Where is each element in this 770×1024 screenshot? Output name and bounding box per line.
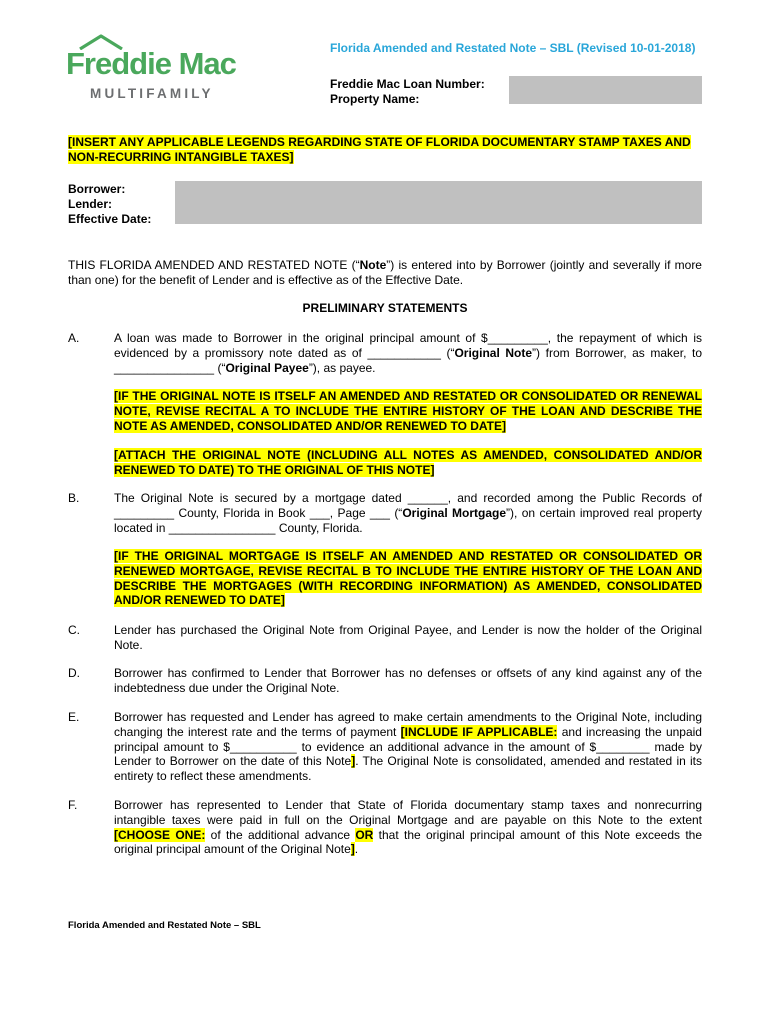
recital-letter: B. [68, 491, 80, 505]
recital-body: Borrower has confirmed to Lender that Borrower has no defenses or offsets of any kind against any of the indebtedness due under the Original Note. [114, 666, 702, 695]
recital-e [68, 710, 702, 784]
header-labels [330, 77, 485, 107]
logo-brand: Freddie Mac [66, 46, 236, 81]
drafting-note-text: [IF THE ORIGINAL MORTGAGE IS ITSELF AN AMENDED AND RESTATED OR CONSOLIDATED OR RENEWED MORTGAGE, REVISE RECITAL B TO INCLUDE THE ENTIRE HISTORY OF THE LOAN AND DESCRIBE THE MORTGAGES (WITH RECORDING INFORMATION) AS AMENDED, CONSOLIDATED AND/OR RENEWED TO DATE] [114, 549, 702, 608]
borrower-label: Borrower: [68, 182, 126, 196]
lender-label: Lender: [68, 197, 113, 211]
recital-text: of the additional advance [205, 827, 356, 842]
recital-letter: C. [68, 623, 80, 637]
recital-text: . [354, 842, 359, 857]
recital-text: The Original Note is secured by a mortgage dated ______, and recorded among the Public Records of _________ County, Florida in Book ___, Page ___ (“ [114, 491, 702, 520]
property-name-label: Property Name: [330, 92, 420, 106]
parties-labels [68, 182, 151, 227]
highlighted-instruction: OR [355, 827, 374, 842]
recital-d [68, 666, 702, 696]
loan-number-label: Freddie Mac Loan Number: [330, 77, 485, 91]
highlighted-bracket: ] [350, 842, 355, 857]
drafting-note-a2 [114, 448, 702, 478]
defined-term: Original Note [454, 345, 533, 360]
recital-text: that the original principal amount of this Note exceeds the original principal amount of the Original Note [114, 827, 702, 857]
recital-body [114, 491, 702, 535]
highlighted-bracket: ] [351, 754, 356, 769]
recital-text: ”), as payee. [308, 360, 376, 375]
recital-b [68, 491, 702, 535]
legend-instruction [68, 135, 702, 165]
intro-text-b: ”) is entered into by Borrower (jointly and severally if more than one) for the benefit of Lender and is effective as of the Effective Date. [68, 258, 702, 287]
drafting-note-text: [IF THE ORIGINAL NOTE IS ITSELF AN AMENDED AND RESTATED OR CONSOLIDATED OR RENEWAL NOTE, REVISE RECITAL A TO INCLUDE THE ENTIRE HISTORY OF THE LOAN AND DESCRIBE THE NOTE AS AMENDED, CONSOLIDATED AND/OR RENEWED TO DATE] [114, 389, 702, 433]
recital-body [114, 710, 702, 784]
effective-date-label: Effective Date: [68, 212, 152, 226]
parties-field[interactable] [175, 181, 702, 224]
logo-subtitle: MULTIFAMILY [90, 86, 214, 101]
recital-letter: A. [68, 331, 80, 345]
recital-text: Borrower has represented to Lender that State of Florida documentary stamp taxes and nonrecurring intangible taxes were paid in full on the Original Mortgage and are payable on this Note to the extent [114, 798, 702, 827]
recital-letter: E. [68, 710, 80, 724]
recital-text: ”) from Borrower, as maker, to _______________ (“ [114, 345, 702, 375]
drafting-note-b [114, 549, 702, 608]
defined-term: Original Payee [225, 360, 309, 375]
legend-instruction-text: [INSERT ANY APPLICABLE LEGENDS REGARDING STATE OF FLORIDA DOCUMENTARY STAMP TAXES AND NON-RECURRING INTANGIBLE TAXES] [68, 135, 691, 164]
preliminary-statements-heading: PRELIMINARY STATEMENTS [302, 301, 468, 315]
loan-info-field[interactable] [509, 76, 702, 104]
drafting-note-a1 [114, 389, 702, 433]
recital-letter: F. [68, 798, 78, 812]
recital-text: A loan was made to Borrower in the original principal amount of $_________, the repayment of which is evidenced by a promissory note dated as of ___________ (“ [114, 331, 702, 360]
recital-body [114, 798, 702, 857]
recital-f [68, 798, 702, 857]
intro-paragraph [68, 258, 702, 288]
recital-body [114, 331, 702, 375]
intro-text-a: THIS FLORIDA AMENDED AND RESTATED NOTE (“ [68, 258, 360, 272]
drafting-note-text: [ATTACH THE ORIGINAL NOTE (INCLUDING ALL NOTES AS AMENDED, CONSOLIDATED AND/OR RENEWED TO DATE) TO THE ORIGINAL OF THIS NOTE] [114, 448, 702, 477]
recital-text: ”), on certain improved real property located in ________________ County, Florida. [114, 505, 702, 535]
recital-text: Borrower has requested and Lender has agreed to make certain amendments to the Original Note, including changing the interest rate and the terms of payment [114, 710, 702, 739]
intro-note-term: Note [359, 258, 387, 272]
recital-body: Lender has purchased the Original Note from Original Payee, and Lender is now the holder of the Original Note. [114, 623, 702, 652]
recital-a [68, 331, 702, 375]
recital-text: . The Original Note is consolidated, amended and restated in its entirety to reflect these amendments. [114, 754, 702, 784]
highlighted-instruction: [INCLUDE IF APPLICABLE: [400, 724, 558, 739]
freddie-mac-logo [66, 34, 256, 104]
highlighted-instruction: [CHOOSE ONE: [114, 827, 206, 842]
recital-letter: D. [68, 666, 80, 680]
defined-term: Original Mortgage [402, 505, 507, 520]
page-footer: Florida Amended and Restated Note – SBL [68, 920, 261, 931]
recital-text: and increasing the unpaid principal amount to $__________ to evidence an additional advance in the amount of $________ made by Lender to Borrower on the date of this Note [114, 724, 702, 769]
recital-c [68, 623, 702, 653]
document-title: Florida Amended and Restated Note – SBL (Revised 10-01-2018) [330, 41, 696, 55]
